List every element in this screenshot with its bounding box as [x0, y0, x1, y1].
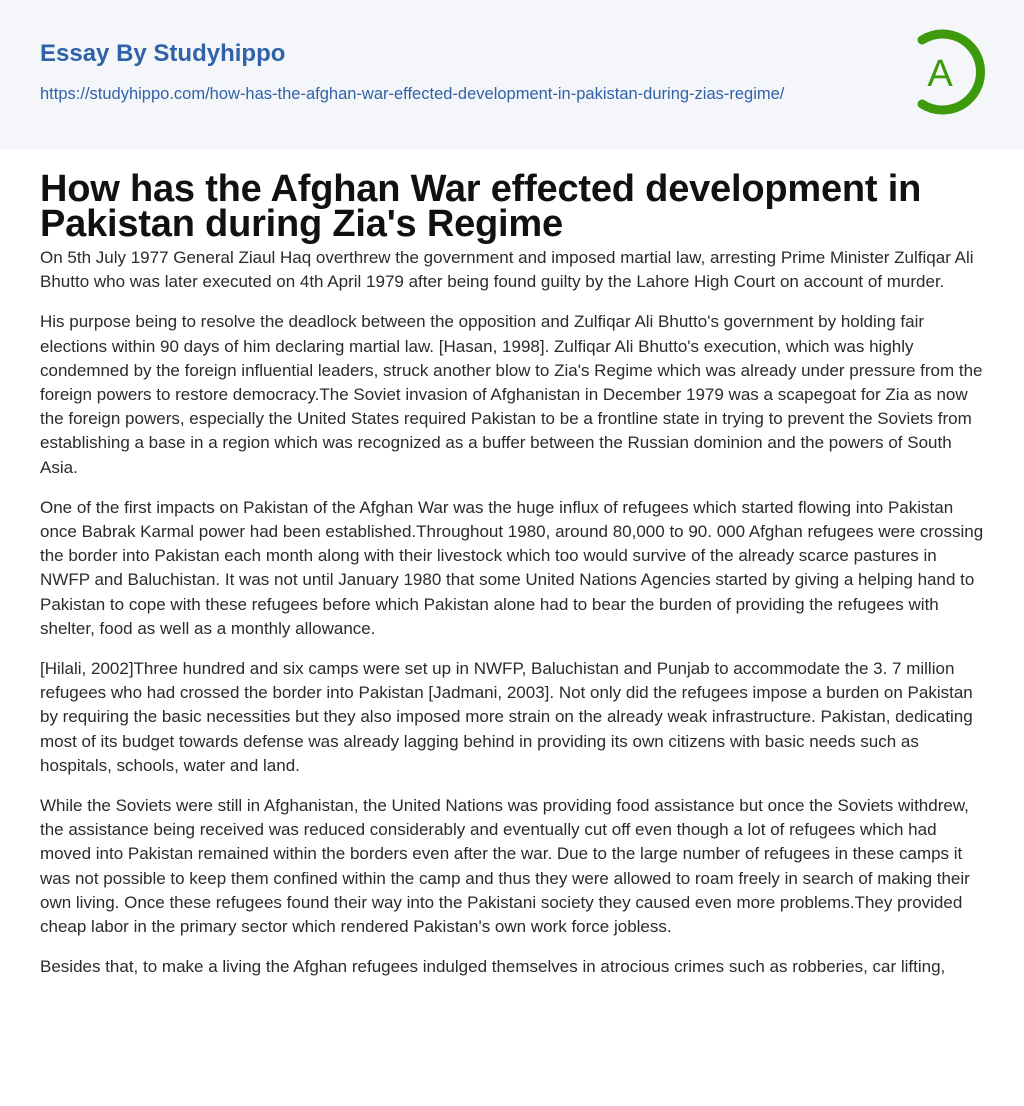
paragraph: While the Soviets were still in Afghanistan, the United Nations was providing food assistance but once the Soviets withdrew, the assistance being received was reduced considerably and eventually cut off even though a lot of refugees which had moved into Pakistan remained within the borders even after the war. Due to the large number of refugees in these camps it was not possible to keep them confined within the camp and thus they were allowed to roam freely in search of making their own living. Once these refugees found their way into the Pakistani society they caused even more problems.They provided cheap labor in the primary sector which rendered Pakistan's own work force jobless. [40, 796, 970, 937]
svg-text:A: A [927, 53, 953, 95]
source-url-link[interactable]: https://studyhippo.com/how-has-the-afghan-war-effected-development-in-pakistan-during-zias-regime/ [40, 85, 785, 103]
paragraph: His purpose being to resolve the deadlock between the opposition and Zulfiqar Ali Bhutto's government by holding fair elections within 90 days of him declaring martial law. [Hasan, 1998]. Zulfiqar Ali Bhutto's execution, which was highly condemned by the foreign influential leaders, struck another blow to Zia's Regime which was already under pressure from the foreign powers to restore democracy.The Soviet invasion of Afghanistan in December 1979 was a scapegoat for Zia as now the foreign powers, especially the United States required Pakistan to be a frontline state in trying to prevent the Soviets from establishing a base in a region which was recognized as a buffer between the Russian dominion and the powers of South Asia. [40, 312, 983, 477]
paragraph: One of the first impacts on Pakistan of the Afghan War was the huge influx of refugees which started flowing into Pakistan once Babrak Karmal power had been established.Throughout 1980, around 80,000 to 90. 000 Afghan refugees were crossing the border into Pakistan each month along with their livestock which too would survive of the already scarce pastures in NWFP and Baluchistan. It was not until January 1980 that some United Nations Agencies started by giving a helping hand to Pakistan to cope with these refugees before which Pakistan alone had to bear the burden of providing the refugees with shelter, food as well as a monthly allowance. [40, 497, 984, 638]
article [0, 150, 1024, 979]
site-header [0, 0, 1024, 150]
article-title: How has the Afghan War effected development in Pakistan during Zia's Regime [40, 168, 922, 245]
paragraph: [Hilali, 2002]Three hundred and six camps were set up in NWFP, Baluchistan and Punjab to accommodate the 3. 7 million refugees who had crossed the border into Pakistan [Jadmani, 2003]. Not only did the refugees impose a burden on Pakistan by requiring the basic necessities but they also imposed more strain on the already weak infrastructure. Pakistan, dedicating most of its budget towards defense was already lagging behind in providing its own citizens with basic needs such as hospitals, schools, water and land. [40, 659, 973, 775]
paragraph: Besides that, to make a living the Afghan refugees indulged themselves in atrocious crimes such as robberies, car lifting, [40, 957, 946, 977]
brand-title: Essay By Studyhippo [40, 40, 286, 67]
studyhippo-logo-icon [908, 28, 988, 116]
paragraph: On 5th July 1977 General Ziaul Haq overthrew the government and imposed martial law, arresting Prime Minister Zulfiqar Ali Bhutto who was later executed on 4th April 1979 after being found guilty by the Lahore High Court on account of murder. [40, 248, 974, 292]
